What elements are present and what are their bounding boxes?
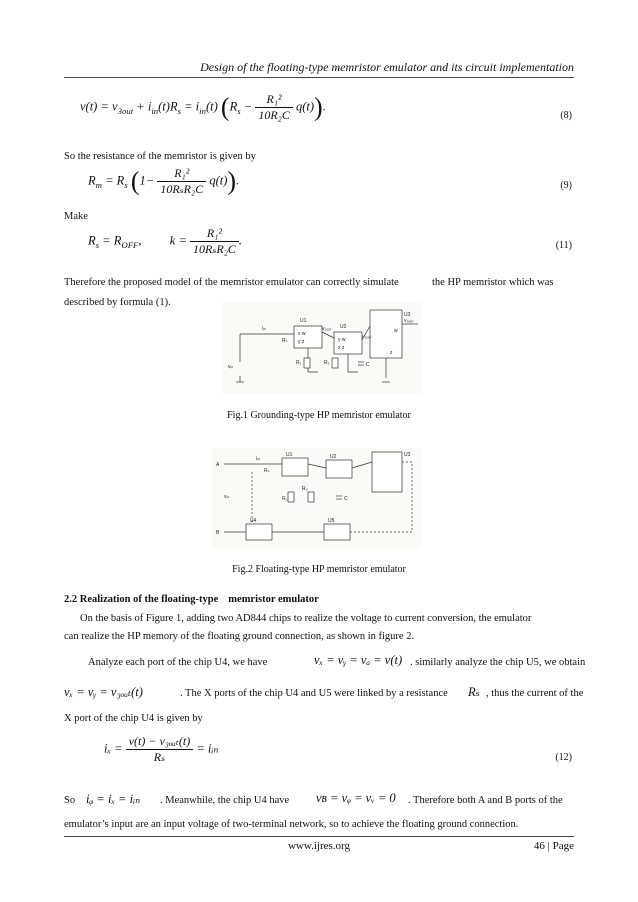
eq9-q: q(t) bbox=[209, 173, 228, 188]
eq8-mid: + i bbox=[133, 99, 152, 114]
paragraph-8b: . Meanwhile, the chip U4 have bbox=[160, 795, 290, 806]
footer-page: 46 | Page bbox=[533, 840, 574, 852]
eq8-mid2-sub: s bbox=[177, 105, 181, 116]
paragraph-8c: . Therefore both A and B ports of the bbox=[408, 795, 563, 806]
eq8-end: . bbox=[322, 99, 326, 114]
paragraph-4b: can realize the HP memory of the floating ground connection, as shown in figure 2. bbox=[64, 631, 415, 642]
p6-rs: Rₛ bbox=[468, 685, 480, 699]
paragraph-1: So the resistance of the memristor is given by bbox=[64, 151, 256, 162]
p5-equation: vₓ = vᵧ = vₐ = v(t) bbox=[314, 653, 403, 667]
p6-equation: vₓ = vᵧ = v₃ₒᵤₜ(t) bbox=[64, 685, 143, 699]
eq9-numerator: R₁² bbox=[157, 166, 206, 182]
paragraph-7: X port of the chip U4 is given by bbox=[64, 713, 203, 724]
figure-1-circuit bbox=[222, 302, 422, 394]
fig1-u2-yw: y w bbox=[338, 337, 346, 343]
paragraph-3c: described by formula (1). bbox=[64, 297, 171, 308]
eq8-denominator: 10R₂C bbox=[258, 108, 290, 122]
eq11-b-sub: OFF bbox=[121, 239, 139, 250]
eq11-k: k = bbox=[169, 233, 187, 248]
paragraph-3a: Therefore the proposed model of the memristor emulator can correctly simulate bbox=[64, 277, 399, 288]
fig2-b-label: B bbox=[216, 530, 220, 536]
p8-equation: iᵩ = iₓ = iᵢₙ bbox=[86, 792, 141, 806]
eq8-numerator: R₁² bbox=[255, 92, 293, 108]
p8-equation-2: vʙ = vᵩ = vᵥ = 0 bbox=[316, 791, 396, 805]
fig1-u3-label: U3 bbox=[404, 312, 411, 318]
eq12-fraction bbox=[126, 734, 193, 765]
fig1-c-label: C bbox=[366, 362, 370, 368]
paragraph-5b: . similarly analyze the chip U5, we obtain bbox=[410, 657, 586, 668]
fig2-iin-label: iᵢₙ bbox=[256, 456, 260, 462]
paragraph-9: emulator’s input are an input voltage of two-terminal network, so to achieve the floating ground connection. bbox=[64, 819, 519, 830]
paragraph-2: Make bbox=[64, 211, 88, 222]
figure-2-circuit bbox=[212, 448, 422, 548]
fig1-u3-w: w bbox=[394, 328, 398, 334]
eq11-numerator: R₁² bbox=[190, 226, 239, 242]
equation-8: $v(t) = v_{3out} + i_{in}(t)R_s = i_{in}(t) (R_s$ − $\frac{\text{R₁²}}{\text{10R₂C}}$ q(t)). bbox=[80, 92, 326, 122]
fig1-vin-label: vᵢₙ bbox=[228, 364, 234, 370]
eq11-a: R bbox=[88, 233, 96, 248]
fig2-u4-label: U4 bbox=[250, 518, 257, 524]
fig2-a-label: A bbox=[216, 462, 220, 468]
fig1-rs-label: Rₛ bbox=[282, 338, 288, 344]
fig2-u3-label: U3 bbox=[404, 452, 411, 458]
eq8-mid2: (t)R bbox=[158, 99, 178, 114]
eq9-one: 1− bbox=[139, 173, 155, 188]
fig1-r2-label: R₂ bbox=[324, 360, 330, 366]
equation-11 bbox=[88, 226, 242, 257]
fig2-r1-label: R₁ bbox=[282, 496, 288, 502]
eq12-lhs: iₓ = bbox=[104, 741, 123, 756]
eq8-minus: − bbox=[240, 99, 253, 114]
eq11-denominator: 10RₛR₂C bbox=[193, 242, 236, 256]
fig2-u2-label: U2 bbox=[330, 454, 337, 460]
eq11-b: = R bbox=[99, 233, 122, 248]
eq8-lhs-sub: 3out bbox=[117, 105, 134, 116]
eq11-a-sub: s bbox=[95, 239, 100, 250]
eq8-t: (t) bbox=[205, 99, 218, 114]
paragraph-3b: the HP memristor which was bbox=[432, 277, 554, 288]
fig1-iin-label: iᵢₙ bbox=[262, 326, 266, 332]
eq8-q: q(t) bbox=[295, 99, 315, 114]
fig2-u1-label: U1 bbox=[286, 452, 293, 458]
eq8-fraction bbox=[255, 92, 293, 123]
fig2-vin-label: vᵢₙ bbox=[224, 494, 230, 500]
fig2-r2-label: R₂ bbox=[302, 486, 308, 492]
eq9-lhs: R bbox=[88, 173, 96, 188]
eq11-number: (11) bbox=[555, 240, 572, 251]
eq12-rhs: = iᵢₙ bbox=[196, 741, 219, 756]
fig1-v3out-label: v₃ₒᵤₜ bbox=[404, 318, 414, 324]
fig1-u3-z: z bbox=[390, 350, 393, 356]
paragraph-6b: , thus the current of the bbox=[486, 688, 584, 699]
equation-9: $R_m = R_s$ (1− $\frac{\text{R₁²}}{\text{10RₛR₂C}}$ q(t)). bbox=[88, 166, 240, 196]
eq9-eq: = R bbox=[101, 173, 125, 188]
eq9-number: (9) bbox=[560, 180, 572, 191]
fig1-v2out-label: v₂ₒᵤₜ bbox=[362, 334, 372, 340]
eq12-denominator: Rₛ bbox=[153, 750, 166, 764]
section-title-2: memristor emulator bbox=[228, 594, 319, 605]
figure-2-caption: Fig.2 Floating-type HP memristor emulator bbox=[232, 564, 406, 575]
header-rule bbox=[64, 77, 574, 78]
eq11-end: . bbox=[238, 233, 243, 248]
fig1-u1-yz: y z bbox=[298, 339, 305, 345]
eq11-fraction bbox=[190, 226, 239, 257]
eq9-eq-sub: s bbox=[124, 179, 128, 190]
eq12-number: (12) bbox=[555, 752, 572, 763]
fig1-u1-xw: x w bbox=[298, 331, 306, 337]
eq9-fraction bbox=[157, 166, 206, 197]
eq9-lhs-sub: m bbox=[95, 179, 102, 190]
eq9-denominator: 10RₛR₂C bbox=[160, 182, 204, 196]
footer-rule bbox=[64, 836, 574, 837]
footer-site: www.ijres.org bbox=[287, 840, 351, 852]
fig1-u1-label: U1 bbox=[300, 318, 307, 324]
eq8-mid-sub: in bbox=[151, 105, 159, 116]
paragraph-4: On the basis of Figure 1, adding two AD844 chips to realize the voltage to current conversion, the emulator bbox=[80, 613, 532, 624]
eq8-eq: = i bbox=[184, 99, 200, 114]
fig1-v1out-label: v₁ₒᵤₜ bbox=[322, 326, 332, 332]
eq11-c: , bbox=[138, 233, 142, 248]
section-title: 2.2 Realization of the floating-type bbox=[64, 594, 219, 605]
eq8-number: (8) bbox=[560, 110, 572, 121]
eq8-lhs: v(t) = v bbox=[80, 99, 118, 114]
fig1-u2-label: U2 bbox=[340, 324, 347, 330]
fig2-u5-label: U5 bbox=[328, 518, 335, 524]
fig2-rs-label: Rₛ bbox=[264, 468, 270, 474]
fig1-r1-label: R₁ bbox=[296, 360, 302, 366]
eq8-rs: R bbox=[229, 99, 238, 114]
eq8-eq-sub: in bbox=[199, 105, 206, 116]
section-heading bbox=[64, 594, 319, 605]
eq8-rs-sub: s bbox=[237, 105, 241, 116]
running-header: Design of the floating-type memristor emulator and its circuit implementation bbox=[200, 60, 574, 74]
paragraph-6a: . The X ports of the chip U4 and U5 were linked by a resistance bbox=[180, 688, 448, 699]
paragraph-5a: Analyze each port of the chip U4, we have bbox=[88, 657, 268, 668]
equation-12 bbox=[104, 734, 218, 765]
eq9-end: . bbox=[236, 173, 240, 188]
figure-1-caption: Fig.1 Grounding-type HP memristor emulator bbox=[227, 410, 411, 421]
fig2-c-label: C bbox=[344, 496, 348, 502]
fig1-u2-xz: x z bbox=[338, 345, 345, 351]
paragraph-8a: So bbox=[64, 795, 76, 806]
eq12-numerator: v(t) − v₃ₒᵤₜ(t) bbox=[126, 734, 193, 750]
